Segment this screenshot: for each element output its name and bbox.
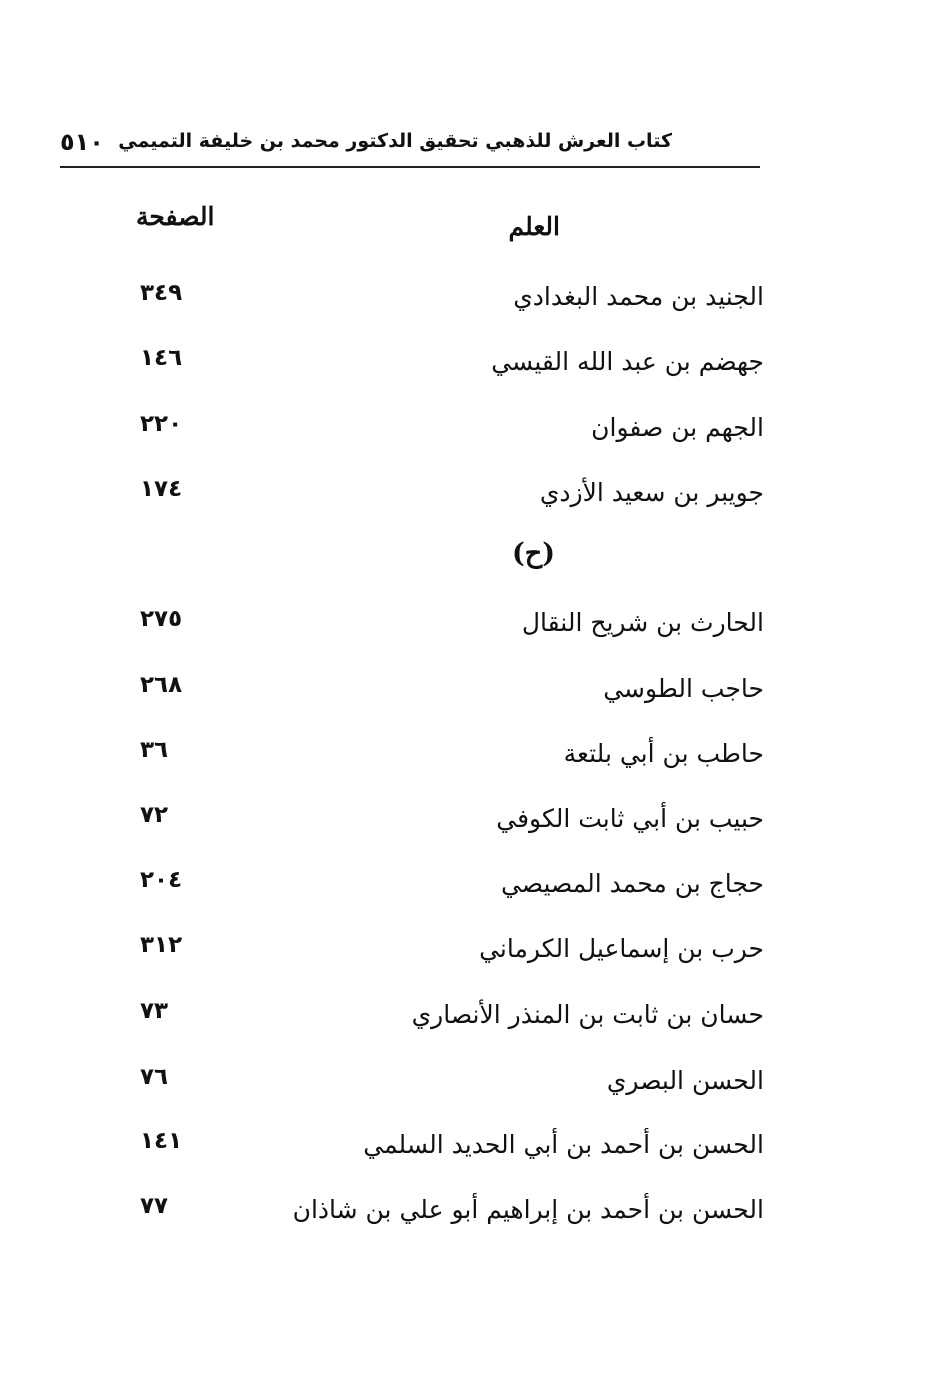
entry-page-number: ٧٣: [140, 998, 169, 1024]
index-row: [0, 729, 940, 795]
entry-name: الحسن البصري: [606, 1066, 764, 1095]
entry-page-number: ١٧٤: [140, 476, 183, 502]
header-title: كتاب العرش للذهبي تحقيق الدكتور محمد بن خليفة التميمي: [118, 130, 672, 152]
entry-name: حبيب بن أبي ثابت الكوفي: [496, 804, 764, 833]
entry-page-number: ١٤١: [140, 1128, 183, 1154]
entry-name: الحسن بن أحمد بن أبي الحديد السلمي: [363, 1130, 764, 1159]
entry-page-number: ٣٦: [140, 737, 169, 763]
index-row: [0, 337, 940, 403]
index-row: [0, 468, 940, 534]
column-heading-name: العلم: [508, 212, 560, 241]
entry-page-number: ٧٧: [140, 1193, 169, 1219]
entry-page-number: ٢٧٥: [140, 606, 183, 632]
index-row: [0, 1120, 940, 1186]
entry-name: حاجب الطوسي: [603, 674, 764, 703]
entry-name: الحسن بن أحمد بن إبراهيم أبو علي بن شاذان: [292, 1195, 764, 1224]
entry-page-number: ٧٦: [140, 1064, 169, 1090]
entry-name: جهضم بن عبد الله القيسي: [491, 347, 764, 376]
index-row: [0, 664, 940, 730]
page-number: ٥١٠: [60, 128, 104, 156]
index-row: [0, 403, 940, 469]
entry-page-number: ١٤٦: [140, 345, 183, 371]
entry-name: جويبر بن سعيد الأزدي: [539, 478, 764, 507]
entry-name: حرب بن إسماعيل الكرماني: [479, 934, 764, 963]
index-row: [0, 1056, 940, 1122]
entry-name: حجاج بن محمد المصيصي: [500, 869, 764, 898]
entry-page-number: ٧٢: [140, 802, 169, 828]
index-row: [0, 924, 940, 990]
index-row: [0, 794, 940, 860]
index-row: [0, 598, 940, 664]
index-row: [0, 859, 940, 925]
entry-page-number: ٢٢٠: [140, 411, 183, 437]
index-row: [0, 990, 940, 1056]
entry-name: الجنيد بن محمد البغدادي: [513, 282, 764, 311]
index-row: [0, 1185, 940, 1251]
entry-name: الجهم بن صفوان: [591, 413, 764, 442]
section-letter-heading: (ح): [512, 538, 555, 569]
entry-name: حاطب بن أبي بلتعة: [563, 739, 764, 768]
entry-page-number: ٢٠٤: [140, 867, 183, 893]
entry-name: الحارث بن شريح النقال: [521, 608, 764, 637]
entry-name: حسان بن ثابت بن المنذر الأنصاري: [411, 1000, 764, 1029]
entry-page-number: ٣١٢: [140, 932, 183, 958]
column-heading-page: الصفحة: [136, 202, 215, 231]
entry-page-number: ٢٦٨: [140, 672, 183, 698]
index-row: [0, 272, 940, 338]
entry-page-number: ٣٤٩: [140, 280, 183, 306]
